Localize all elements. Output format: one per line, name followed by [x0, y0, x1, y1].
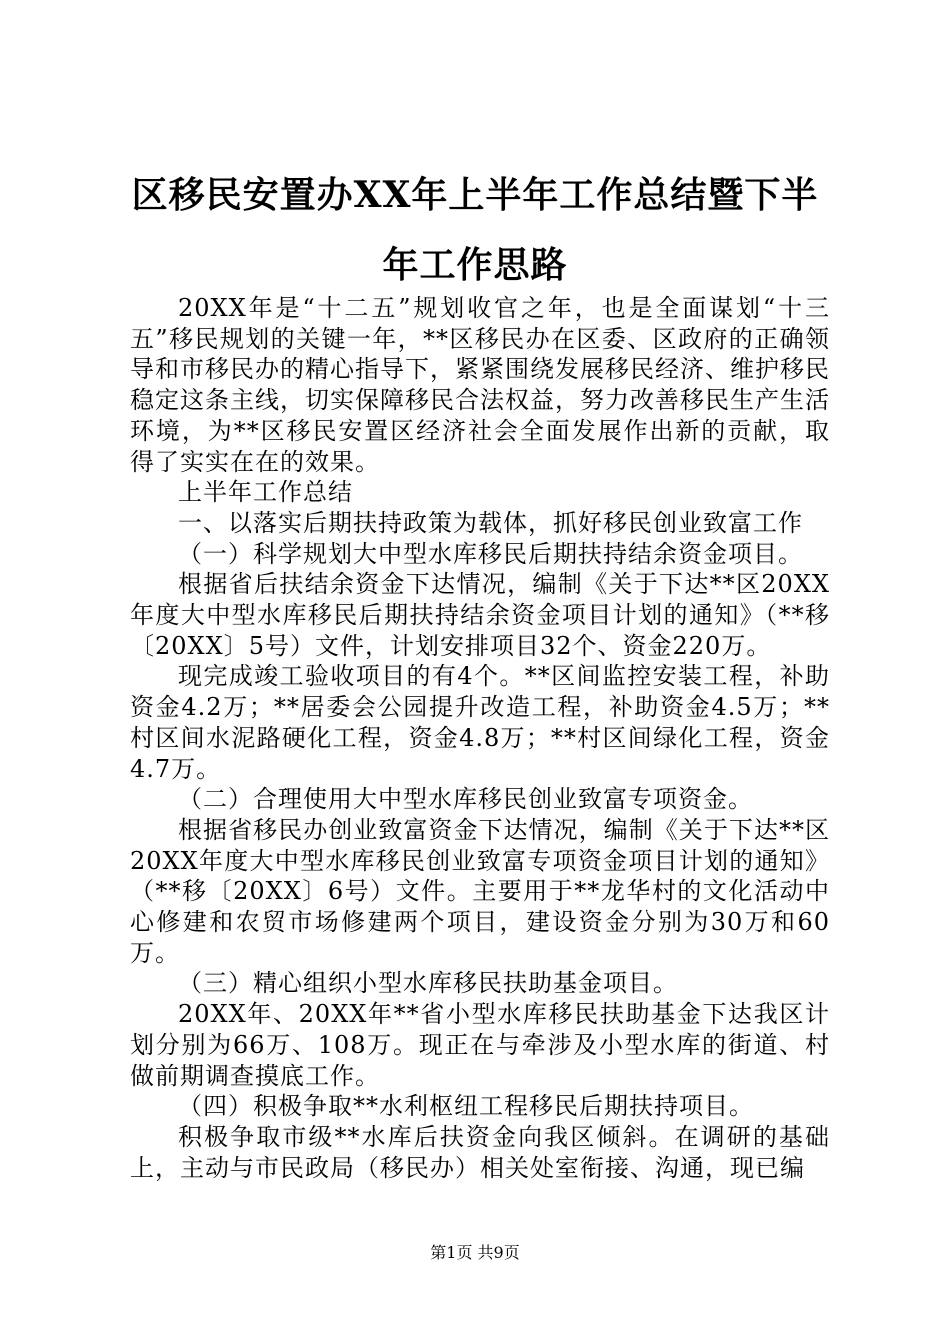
document-title: 区移民安置办XX年上半年工作总结暨下半年工作思路 — [131, 174, 819, 286]
paragraph: 20XX年、20XX年**省小型水库移民扶助基金下达我区计划分别为66万、108万。现正在与牵涉及小型水库的街道、村做前期调查摸底工作。 — [130, 1000, 830, 1090]
item-heading: （三）精心组织小型水库移民扶助基金项目。 — [178, 969, 678, 998]
paragraph-intro: 20XX年是“十二五”规划收官之年，也是全面谋划“十三五”移民规划的关键一年，**区移民办在区委、区政府的正确领导和市移民办的精心指导下，紧紧围绕发展移民经济、维护移民稳定这条主线，切实保障移民合法权益，努力改善移民生产生活环境，为**区移民安置区经济社会全面发展作出新的贡献，取得了实实在在的效果。 — [130, 294, 830, 476]
paragraph: 积极争取市级**水库后扶资金向我区倾斜。在调研的基础上，主动与市民政局（移民办）相关处室衔接、沟通，现已编 — [130, 1122, 830, 1182]
subsection-heading: 一、以落实后期扶持政策为载体，抓好移民创业致富工作 — [178, 508, 803, 537]
paragraph: 根据省移民办创业致富资金下达情况，编制《关于下达**区20XX年度大中型水库移民创业致富专项资金项目计划的通知》（**移〔20XX〕6号）文件。主要用于**龙华村的文化活动中心修建和农贸市场修建两个项目，建设资金分别为30万和60万。 — [130, 815, 830, 967]
paragraph: 根据省后扶结余资金下达情况，编制《关于下达**区20XX年度大中型水库移民后期扶持结余资金项目计划的通知》（**移〔20XX〕5号）文件，计划安排项目32个、资金220万。 — [130, 570, 830, 660]
page-number-footer: 第1页 共9页 — [430, 1243, 520, 1262]
paragraph: 现完成竣工验收项目的有4个。**区间监控安装工程，补助资金4.2万；**居委会公园提升改造工程，补助资金4.5万；**村区间水泥路硬化工程，资金4.8万；**村区间绿化工程，资金4.7万。 — [130, 662, 830, 783]
item-heading: （四）积极争取**水利枢纽工程移民后期扶持项目。 — [178, 1092, 754, 1121]
section-heading: 上半年工作总结 — [178, 478, 353, 507]
item-heading: （一）科学规划大中型水库移民后期扶持结余资金项目。 — [178, 539, 803, 568]
item-heading: （二）合理使用大中型水库移民创业致富专项资金。 — [178, 785, 753, 814]
document-body — [130, 293, 830, 1183]
